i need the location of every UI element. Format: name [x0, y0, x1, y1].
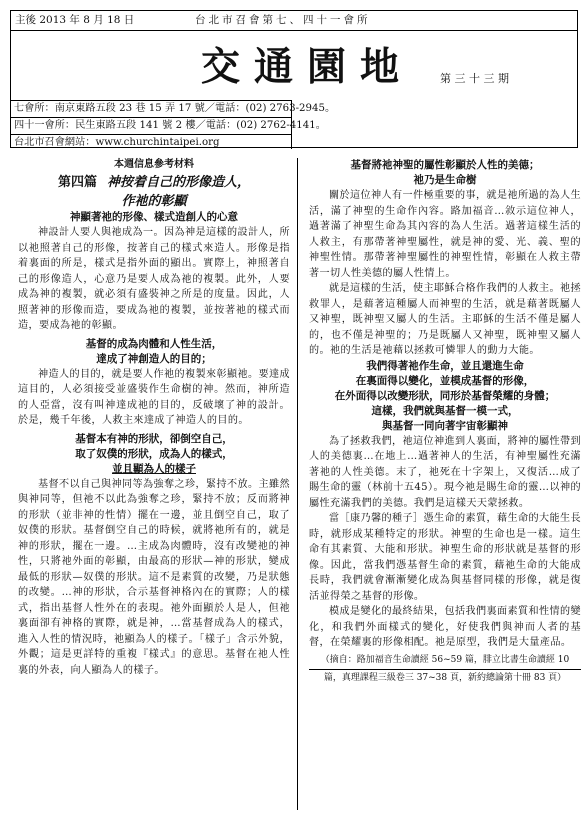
right-column: [309, 158, 581, 685]
section-subhead: 本週信息參考材料: [114, 159, 194, 170]
heading-2-line2: 達成了神創造人的目的；: [96, 352, 212, 365]
chapter-title-line2: 作祂的彰顯: [121, 194, 187, 209]
masthead: [10, 10, 578, 148]
heading-3-line2: 取了奴僕的形狀，成為人的樣式，: [75, 447, 233, 460]
masthead-topline: [11, 11, 577, 31]
chapter-number: 第四篇: [57, 175, 97, 190]
right-paragraph-3: 為了拯救我們，祂這位神進到人裏面，將神的屬性帶到人的美德裏…在地上…過著神人的生活，有神聖屬性充滿著祂的人性美德。末了，祂死在十字架上，又復活…成了賜生命的靈（林前十五45）。現今祂是賜生命的靈…以神的屬性充滿我們的美德。我們是這樣天天蒙拯救。: [309, 435, 581, 509]
address-block: [11, 101, 336, 151]
right-paragraph-5: 模成是變化的最終結果，包括我們裏面素質和性情的變化，和我們外面樣式的變化，好使我們與神而人者的基督，在榮耀裏的形像相配。祂是原型，我們是大量產品。: [309, 606, 581, 648]
address-hall-7: 七會所：南京東路五段 23 巷 15 弄 17 號／電話：(02) 2763-2945。: [11, 101, 291, 118]
chapter-title-line1: 神按着自己的形像造人，: [107, 175, 251, 190]
right-heading-2-line2: 在裏面得以變化，並模成基督的形像，: [355, 374, 535, 387]
paragraph-1: 神設計人要人與祂成為一。因為神是這樣的設計人，所以祂照著自己的形像，按著自己的樣式來造人。形像是指着裏面的所是，樣式是指外面的顯出。實際上，神照著自己的形像造人，心意乃是要人成為祂的複製。此外，人要成為神的複製，就必須有盛裝神之所是的度量。因此，人照著神的形像而造，要成為祂的複製，並按著祂的樣式而造，要成為祂的彰顯。: [18, 227, 290, 331]
column-divider: [297, 158, 298, 810]
publication-title: 交通園地: [201, 44, 414, 90]
paragraph-2: 神造人的目的，就是要人作祂的複製來彰顯祂。要達成這目的，人必須接受並盛裝作生命樹的神。然而，神所造的人亞當，沒有叫神達成祂的目的，反破壞了神的設計。於是，幾千年後，人救主來達成了神造人的目的。: [18, 368, 290, 426]
right-heading-2-line1: 我們得著祂作生命，並且還進生命: [366, 359, 524, 372]
issuer-name: 台北市召會第七、四十一會所: [195, 14, 371, 26]
left-column: [18, 158, 290, 678]
paragraph-3: 基督不以自己與神同等為強奪之珍，緊持不放。主雖然與神同等，但祂不以此為強奪之珍，緊持不放；反而將神的形狀（並非神的性情）擺在一邊，並且倒空自己，取了奴僕的形狀。基督倒空自己的時候，就將祂所有的，就是神的形狀，擺在一邊。…主成為肉體時，沒有改變祂的神性，只將祂外面的彰顯，由最高的形狀—神的形狀，變成最低的形狀—奴僕的形狀。這不是素質的改變，乃是狀態的改變。…神的形狀，合示基督神格內在的實際；人的樣式，指出基督人性外在的表現。祂外面顯於人是人，但祂裏面卻有神格的實際，就是神，…當基督成為人的樣式，進入人性的情況時，祂顯為人的樣子。「樣子」含示外貌，外觀；這是更詳特的重複『樣式』的意思。基督在祂人性裏的外表，向人顯為人的樣子。: [18, 478, 290, 676]
issue-number: 第三十三期: [440, 72, 513, 85]
right-heading-1-line1: 基督將祂神聖的屬性彰顯於人性的美德；: [350, 159, 540, 171]
right-heading-2-line4: 這樣，我們就與基督一模一式，: [371, 404, 519, 417]
reference-line2: 篇，真理課程三級卷三 37~38 頁，新約總論第十冊 83 頁）: [309, 669, 581, 685]
heading-1: 神顯著祂的形像、樣式造創人的心意: [70, 211, 238, 223]
right-heading-2-line5: 與基督一同向著宇宙彰顯神: [382, 419, 508, 432]
website-link[interactable]: 台北市召會網站：www.churchintaipei.org: [14, 137, 220, 148]
reference-line1: （摘自：路加福音生命讀經 56~59 篇，腓立比書生命讀經 10: [320, 654, 570, 665]
address-hall-41: 四十一會所：民生東路五段 141 號 2 樓／電話：(02) 2762-4141。: [11, 118, 291, 135]
right-paragraph-4: 當［康乃馨的種子］憑生命的素質，藉生命的大能生長時，就形成某種特定的形狀。神聖的生命也是一樣。這生命有其素質、大能和形狀。神聖生命的形狀就是基督的形像。因此，當我們憑基督生命的素質，藉祂生命的大能成長時，我們就會漸漸變化成為與基督同樣的形像，就是復活並得榮之基督的形像。: [309, 513, 581, 602]
chapter-title: [18, 174, 290, 191]
right-heading-2-line3: 在外面得以改變形狀，同形於基督榮耀的身體；: [334, 389, 556, 402]
heading-2-line1: 基督的成為肉體和人性生活，: [85, 337, 223, 350]
right-paragraph-1: 關於這位神人有一件極重要的事，就是祂所過的為人生活，滿了神聖的生命作內容。路加福音…敘示這位神人，過著滿了神聖生命為其內容的為人生活。過著這樣生活的人救主，有那帶著神聖屬性，就是神的愛、光、義、聖的神聖性情。那帶著神聖屬性的神聖性情，彰顯在人救主帶著一切人性美德的屬人性情上。: [309, 190, 581, 279]
bulletin-page: [10, 10, 581, 818]
publish-date: 主後 2013 年 8 月 18 日: [15, 14, 135, 26]
right-heading-1-line2: 祂乃是生命樹: [413, 174, 477, 186]
right-paragraph-2: 就是這樣的生活，使主耶穌合格作我們的人救主。祂拯救罪人，是藉著這種屬人而神聖的生活，就是藉著既屬人又神聖，既神聖又屬人的生活。主耶穌的生活不僅是屬人的，也不僅是神聖的；乃是既屬人又神聖，既神聖又屬人的。祂的生活是祂藉以拯救可憐罪人的動力大能。: [309, 283, 581, 356]
heading-3-line1: 基督本有神的形狀，卻倒空自己，: [75, 432, 233, 445]
heading-3-line3: 並且顯為人的樣子: [112, 462, 196, 475]
